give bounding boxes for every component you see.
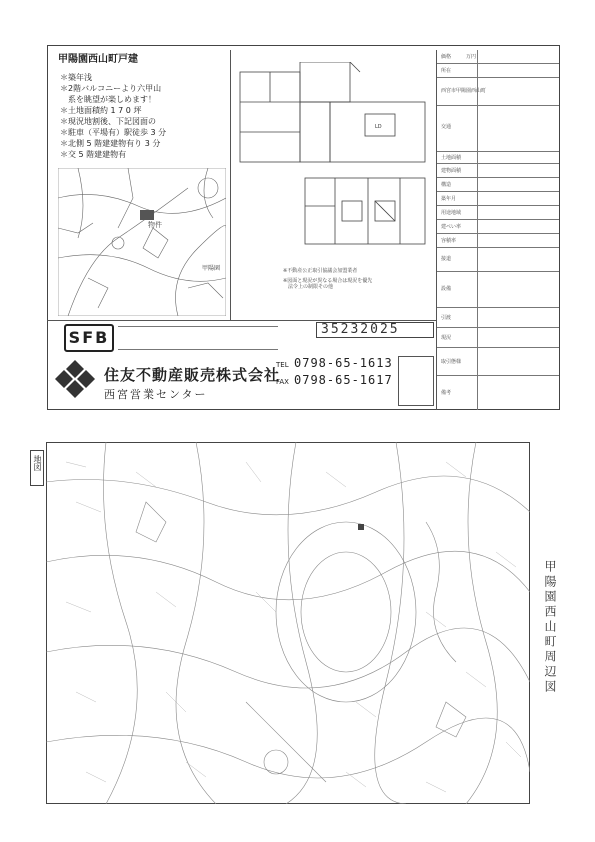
map-property-label: 物件 <box>148 221 162 229</box>
plan-note: 法令上の制限その他 <box>283 284 334 290</box>
property-number-box <box>316 322 434 338</box>
fax-label: FAX <box>276 378 289 386</box>
branch-name: 西宮営業センター <box>104 388 208 401</box>
spec-row: 土地面積 <box>441 155 462 161</box>
side-caption: 甲陽園西山町周辺図 <box>543 560 557 695</box>
feature-item: ＊2階バルコニーより六甲山 <box>60 84 162 93</box>
map-station-label: 甲陽園 <box>202 265 221 272</box>
area-map <box>58 168 226 316</box>
spec-row: 引渡 <box>441 315 452 321</box>
tel-number: 0798-65-1613 <box>294 356 393 370</box>
tel-label: TEL <box>276 361 289 369</box>
spec-row: 現況 <box>441 335 452 341</box>
spec-row: 構造 <box>441 182 452 188</box>
feature-item: 系を眺望が楽しめます！ <box>60 95 156 104</box>
plan-notes <box>283 268 372 290</box>
feature-list <box>60 72 166 160</box>
plan-note: ※図面と現況が異なる場合は現況を優先 <box>283 278 373 284</box>
street-map <box>46 442 530 804</box>
floor-plan-upper <box>235 62 430 170</box>
spec-row: 備考 <box>441 390 452 396</box>
company-logo <box>64 324 114 352</box>
feature-item: ＊現況地割後、下記図面の <box>60 117 156 126</box>
logo-text: SFB <box>68 328 110 347</box>
spec-row: 接道 <box>441 256 452 262</box>
plan-note: ※不動産公正取引協議会加盟業者 <box>283 268 358 274</box>
feature-item: ＊土地面積約 1 7 0 坪 <box>60 106 142 115</box>
company-name: 住友不動産販売株式会社 <box>104 366 281 384</box>
spec-row: 設備 <box>441 286 452 292</box>
feature-item: ＊北側 5 階建建物有り 3 分 <box>60 139 161 148</box>
spec-row: 西宮市甲陽園西山町 <box>441 88 487 94</box>
listing-text-block <box>52 50 231 321</box>
spec-row: 建ぺい率 <box>441 224 462 230</box>
feature-item: ＊交 5 階建建物有 <box>60 150 127 159</box>
feature-item: ＊駐車（平場有）駅徒歩 3 分 <box>60 128 167 137</box>
spec-row: 取引態様 <box>441 359 462 365</box>
listing-title: 甲陽園西山町戸建 <box>58 54 138 65</box>
spec-row: 価格 万円 <box>441 54 477 60</box>
stamp-box <box>398 356 434 406</box>
spec-table <box>436 50 559 410</box>
spec-row: 建物面積 <box>441 168 462 174</box>
logo-info-lines <box>118 326 278 350</box>
floor-plan-lower <box>300 176 430 246</box>
spec-row: 所在 <box>441 68 452 74</box>
side-label-top: 地図 <box>30 450 44 486</box>
spec-row: 築年月 <box>441 196 457 202</box>
spec-row: 容積率 <box>441 238 457 244</box>
feature-item: ＊築年浅 <box>60 73 92 82</box>
svg-text:LD: LD <box>375 124 382 130</box>
property-number: 35232025 <box>321 322 400 337</box>
spec-row: 用途地域 <box>441 210 462 216</box>
company-mark-icon <box>52 358 98 398</box>
fax-number: 0798-65-1617 <box>294 373 393 387</box>
spec-row: 交通 <box>441 124 452 130</box>
